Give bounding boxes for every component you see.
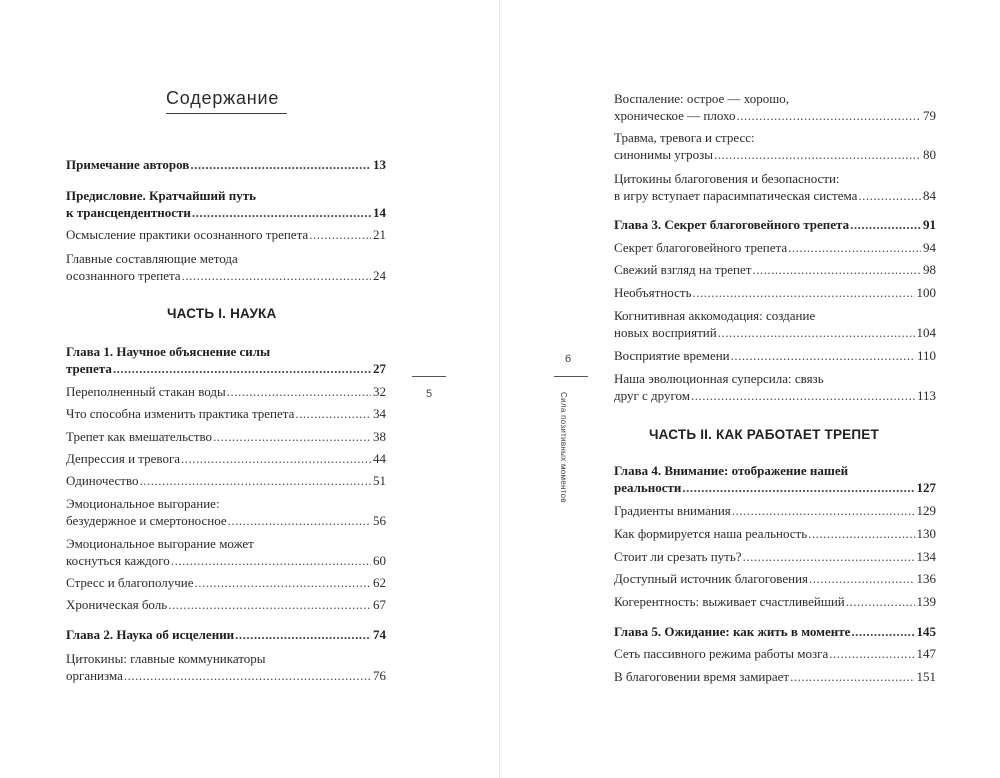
toc-page-number: 62 <box>373 575 386 590</box>
toc-entry-title: Свежий взгляд на трепет <box>614 262 752 277</box>
dot-leader <box>850 216 921 233</box>
dot-leader <box>113 360 371 377</box>
toc-page-number: 13 <box>373 157 386 172</box>
toc-entry-title: Глава 2. Наука об исцелении <box>66 627 235 642</box>
dot-leader <box>124 667 371 684</box>
right-page <box>500 0 1000 778</box>
toc-entry[interactable] <box>614 261 936 278</box>
toc-entry[interactable] <box>66 450 386 467</box>
toc-entry[interactable] <box>614 623 936 640</box>
toc-page-number: 27 <box>373 361 386 376</box>
toc-page-number: 60 <box>373 553 386 568</box>
toc-entry-title: Глава 5. Ожидание: как жить в моменте <box>614 624 851 639</box>
dot-leader <box>691 387 915 404</box>
toc-page-number: 127 <box>916 480 936 495</box>
toc-entry[interactable] <box>66 626 386 643</box>
dot-leader <box>743 548 915 565</box>
right-folio-rule <box>554 376 588 377</box>
toc-page-number: 91 <box>923 217 936 232</box>
toc-entry-title: Восприятие времени <box>614 348 730 363</box>
dot-leader <box>192 204 371 221</box>
toc-page-number: 44 <box>373 451 386 466</box>
toc-entry-title: реальности <box>614 480 682 495</box>
running-head: Сила позитивных моментов <box>559 392 568 503</box>
toc-entry-title: трепета <box>66 361 112 376</box>
toc-entry-title: Как формируется наша реальность <box>614 526 808 541</box>
toc-page-number: 79 <box>923 108 936 123</box>
toc-entry-title: Осмысление практики осознанного трепета <box>66 227 309 242</box>
left-page <box>0 0 499 778</box>
toc-entry-title-line: Эмоциональное выгорание: <box>66 496 220 511</box>
toc-entry[interactable] <box>614 90 936 124</box>
dot-leader <box>190 156 371 173</box>
dot-leader <box>809 570 914 587</box>
dot-leader <box>227 383 371 400</box>
toc-entry-title: Глава 3. Секрет благоговейного трепета <box>614 217 850 232</box>
toc-entry[interactable] <box>614 645 936 662</box>
toc-page-number: 51 <box>373 473 386 488</box>
dot-leader <box>693 284 915 301</box>
toc-entry-title: Примечание авторов <box>66 157 190 172</box>
toc-page-number: 98 <box>923 262 936 277</box>
dot-leader <box>829 645 914 662</box>
toc-entry-title: Что способна изменить практика трепета <box>66 406 295 421</box>
dot-leader <box>235 626 371 643</box>
dot-leader <box>714 146 921 163</box>
toc-page-number: 130 <box>916 526 936 541</box>
toc-page-number: 24 <box>373 268 386 283</box>
toc-entry[interactable] <box>66 156 386 173</box>
toc-entry-title: Сеть пассивного режима работы мозга <box>614 646 829 661</box>
toc-entry-title: синонимы угрозы <box>614 147 714 162</box>
toc-entry-title: организма <box>66 668 123 683</box>
toc-entry[interactable] <box>66 343 386 377</box>
toc-entry[interactable] <box>66 428 386 445</box>
left-page-number: 5 <box>426 388 433 400</box>
dot-leader <box>790 668 914 685</box>
dot-leader <box>182 267 371 284</box>
toc-page-number: 104 <box>916 325 936 340</box>
toc-entry-title-line: Воспаление: острое — хорошо, <box>614 91 790 106</box>
dot-leader <box>737 107 921 124</box>
toc-entry[interactable] <box>66 250 386 284</box>
toc-entry[interactable] <box>66 187 386 221</box>
toc-page-number: 145 <box>916 624 936 639</box>
toc-page-number: 21 <box>373 227 386 242</box>
part-2-heading: ЧАСТЬ II. КАК РАБОТАЕТ ТРЕПЕТ <box>649 427 879 442</box>
toc-entry-title: в игру вступает парасимпатическая система <box>614 188 858 203</box>
toc-page-number: 110 <box>916 348 936 363</box>
toc-page-number: 14 <box>373 205 386 220</box>
toc-entry-title: Депрессия и тревога <box>66 451 181 466</box>
toc-entry[interactable] <box>614 216 936 233</box>
dot-leader <box>228 512 371 529</box>
toc-entry[interactable] <box>66 226 386 243</box>
dot-leader <box>140 472 371 489</box>
dot-leader <box>808 525 914 542</box>
toc-entry[interactable] <box>66 596 386 613</box>
toc-entry[interactable] <box>614 284 936 301</box>
toc-page-number: 84 <box>923 188 936 203</box>
toc-page-number: 74 <box>373 627 386 642</box>
dot-leader <box>168 596 371 613</box>
toc-entry-title: новых восприятий <box>614 325 717 340</box>
toc-entry-title: Трепет как вмешательство <box>66 429 213 444</box>
toc-entry-title: Секрет благоговейного трепета <box>614 240 788 255</box>
toc-entry-title-line: Глава 4. Внимание: отображение нашей <box>614 463 849 478</box>
toc-entry-title: Необъятность <box>614 285 692 300</box>
toc-page-number: 80 <box>923 147 936 162</box>
toc-page-number: 129 <box>916 503 936 518</box>
toc-entry[interactable] <box>66 383 386 400</box>
left-folio-rule <box>412 376 446 377</box>
toc-entry-title-line: Главные составляющие метода <box>66 251 238 266</box>
toc-entry-title-line: Травма, тревога и стресс: <box>614 130 755 145</box>
toc-entry[interactable] <box>614 548 936 565</box>
toc-entry-title: коснуться каждого <box>66 553 170 568</box>
right-page-number: 6 <box>565 353 572 365</box>
toc-entry-title: Переполненный стакан воды <box>66 384 226 399</box>
toc-entry[interactable] <box>66 405 386 422</box>
toc-page-number: 76 <box>373 668 386 683</box>
dot-leader <box>846 593 915 610</box>
dot-leader <box>295 405 371 422</box>
dot-leader <box>731 347 915 364</box>
toc-entry-title: Когерентность: выживает счастливейший <box>614 594 845 609</box>
toc-entry-title-line: Глава 1. Научное объяснение силы <box>66 344 271 359</box>
toc-entry-title-line: Предисловие. Кратчайший путь <box>66 188 257 203</box>
dot-leader <box>195 574 371 591</box>
toc-entry-title: к трансцендентности <box>66 205 191 220</box>
toc-entry-title: друг с другом <box>614 388 690 403</box>
toc-entry[interactable] <box>614 307 936 341</box>
toc-entry-title: В благоговении время замирает <box>614 669 790 684</box>
dot-leader <box>788 239 921 256</box>
dot-leader <box>309 226 371 243</box>
dot-leader <box>732 502 915 519</box>
toc-entry[interactable] <box>614 462 936 496</box>
toc-entry-title: хроническое — плохо <box>614 108 736 123</box>
toc-entry-title: Одиночество <box>66 473 139 488</box>
toc-page-number: 113 <box>916 388 936 403</box>
toc-entry[interactable] <box>614 370 936 404</box>
toc-page-number: 139 <box>916 594 936 609</box>
dot-leader <box>181 450 371 467</box>
toc-entry-title-line: Цитокины благоговения и безопасности: <box>614 171 840 186</box>
toc-page-number: 151 <box>916 669 936 684</box>
toc-entry[interactable] <box>614 570 936 587</box>
toc-entry[interactable] <box>66 535 386 569</box>
toc-page-number: 100 <box>916 285 936 300</box>
toc-entry-title: осознанного трепета <box>66 268 181 283</box>
toc-entry[interactable] <box>614 170 936 204</box>
toc-entry[interactable] <box>66 650 386 684</box>
toc-entry[interactable] <box>66 472 386 489</box>
toc-entry-title-line: Наша эволюционная суперсила: связь <box>614 371 824 386</box>
toc-entry[interactable] <box>614 525 936 542</box>
toc-page-number: 94 <box>923 240 936 255</box>
dot-leader <box>682 479 914 496</box>
toc-entry-title: Доступный источник благоговения <box>614 571 809 586</box>
toc-title-underline <box>166 113 287 114</box>
toc-title: Содержание <box>166 88 280 108</box>
toc-entry[interactable] <box>614 593 936 610</box>
toc-entry[interactable] <box>614 239 936 256</box>
toc-page-number: 136 <box>916 571 936 586</box>
toc-page-number: 147 <box>916 646 936 661</box>
dot-leader <box>171 552 371 569</box>
dot-leader <box>851 623 914 640</box>
toc-page-number: 34 <box>373 406 386 421</box>
toc-page-number: 134 <box>916 549 936 564</box>
toc-entry-title: Стоит ли срезать путь? <box>614 549 742 564</box>
toc-entry[interactable] <box>614 347 936 364</box>
toc-entry[interactable] <box>614 668 936 685</box>
toc-entry-title-line: Эмоциональное выгорание может <box>66 536 254 551</box>
toc-entry[interactable] <box>614 502 936 519</box>
toc-page-number: 67 <box>373 597 386 612</box>
dot-leader <box>718 324 915 341</box>
part-1-heading: ЧАСТЬ I. НАУКА <box>167 306 277 321</box>
toc-entry-title-line: Когнитивная аккомодация: создание <box>614 308 816 323</box>
toc-entry[interactable] <box>66 495 386 529</box>
toc-page-number: 56 <box>373 513 386 528</box>
toc-page-number: 32 <box>373 384 386 399</box>
toc-entry-title: Градиенты внимания <box>614 503 731 518</box>
toc-entry-title-line: Цитокины: главные коммуникаторы <box>66 651 266 666</box>
toc-entry-title: Хроническая боль <box>66 597 168 612</box>
toc-entry-title: безудержное и смертоносное <box>66 513 227 528</box>
dot-leader <box>213 428 371 445</box>
toc-page-number: 38 <box>373 429 386 444</box>
toc-entry[interactable] <box>66 574 386 591</box>
dot-leader <box>752 261 921 278</box>
toc-entry[interactable] <box>614 129 936 163</box>
dot-leader <box>858 187 921 204</box>
toc-entry-title: Стресс и благополучие <box>66 575 194 590</box>
